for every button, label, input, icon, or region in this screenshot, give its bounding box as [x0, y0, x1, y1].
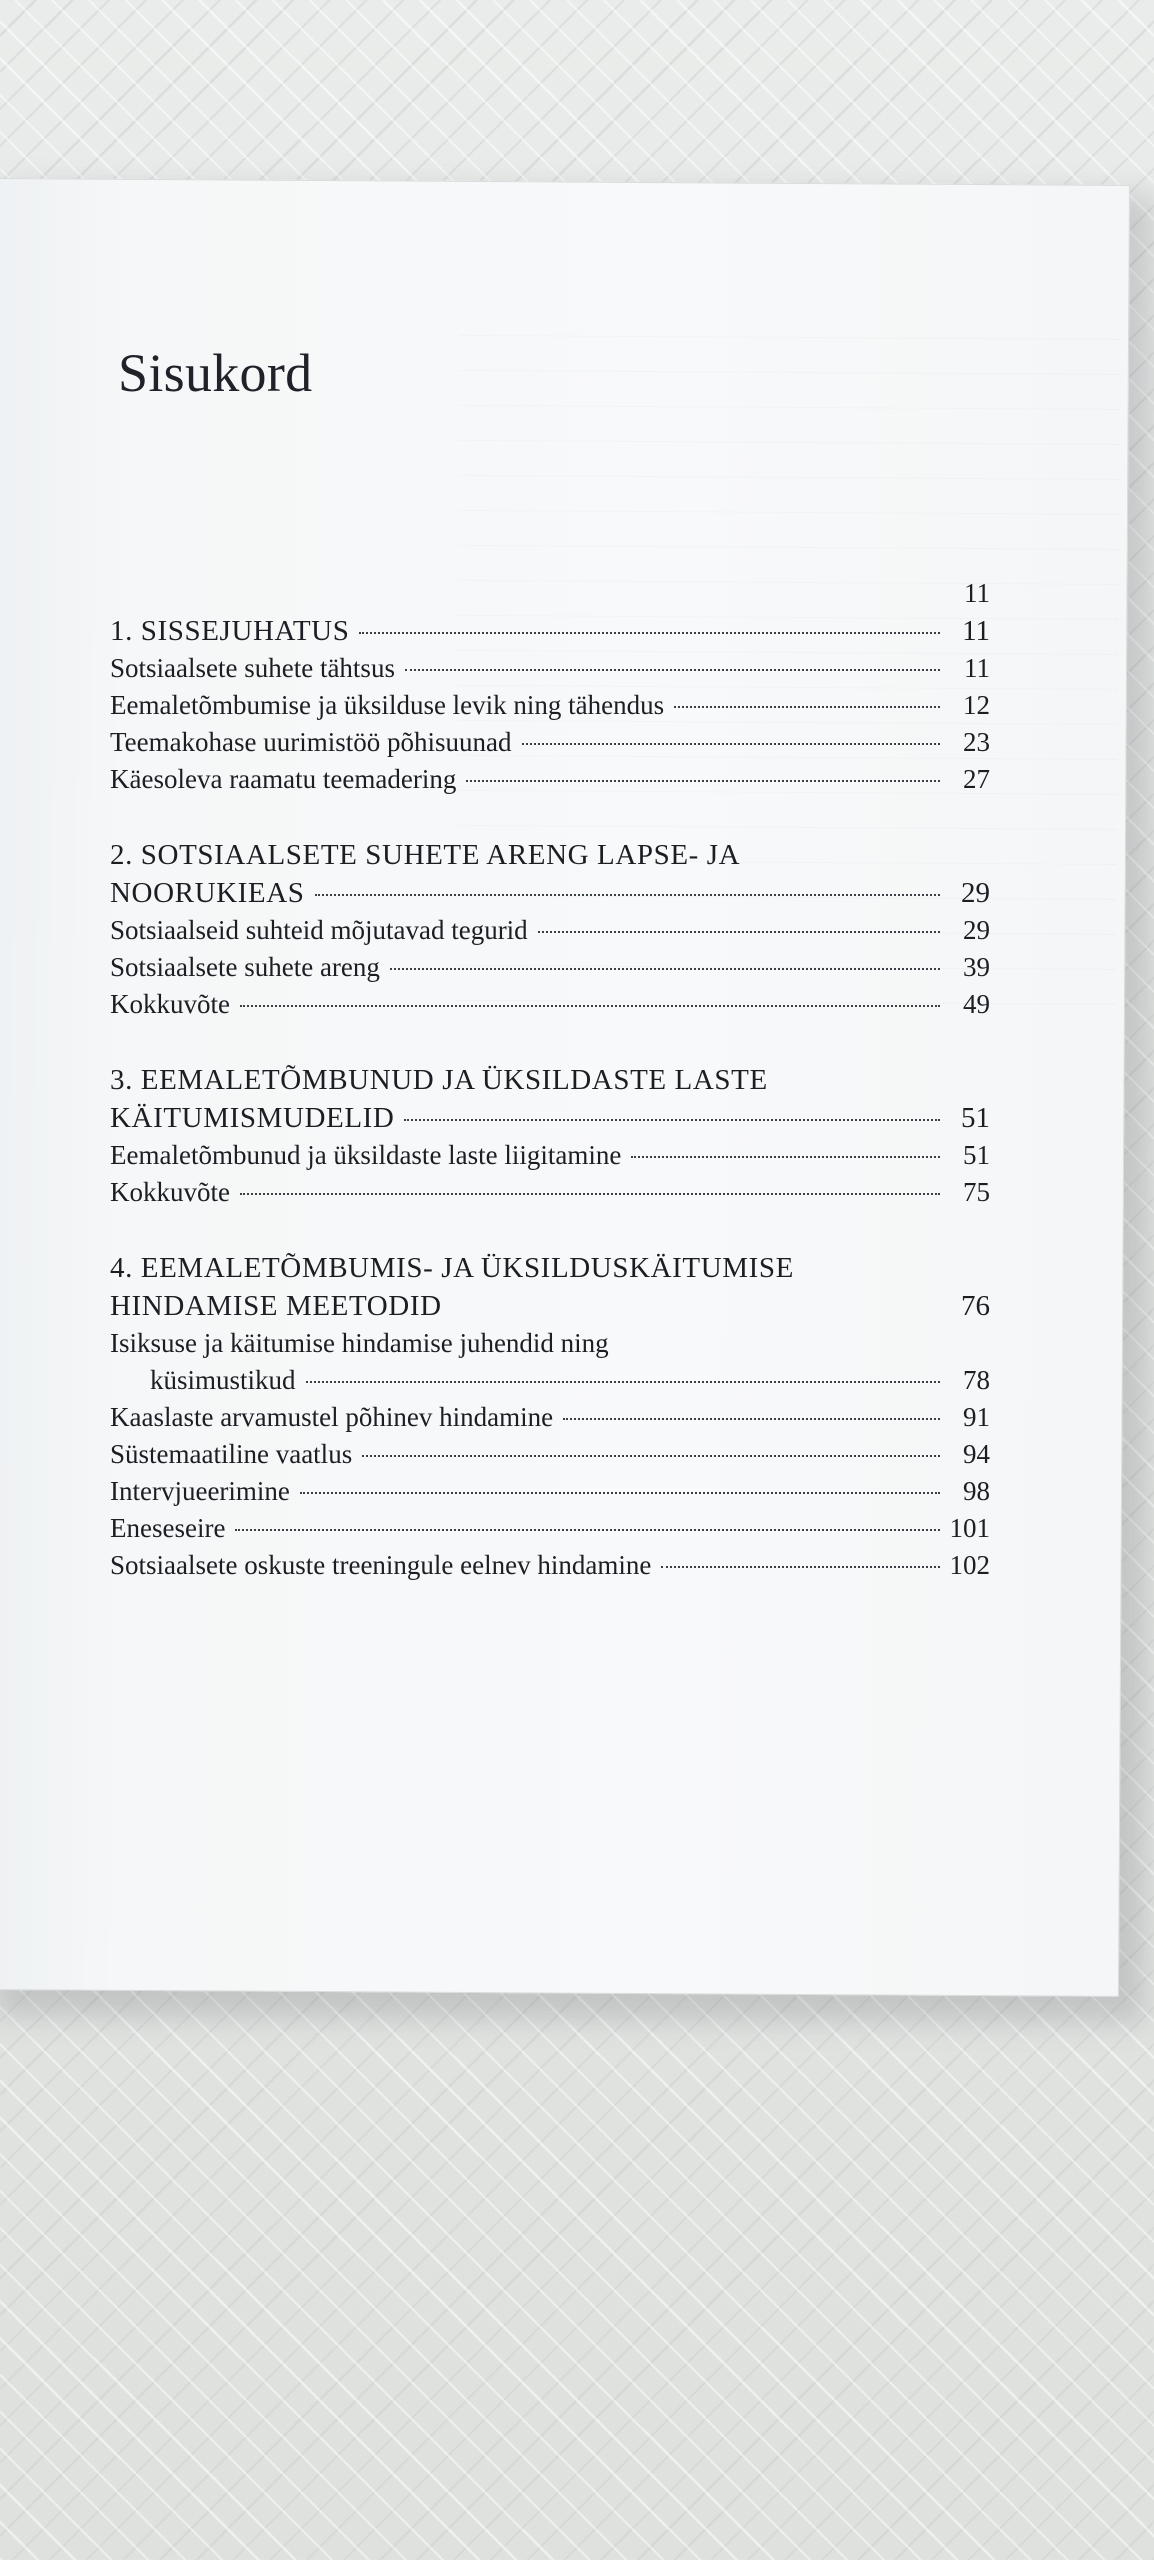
toc-entry-label: Süstemaatiline vaatlus [110, 1439, 353, 1469]
toc-entry [110, 1362, 990, 1399]
toc-heading-row [110, 1099, 990, 1137]
toc-page-number: 11 [964, 578, 990, 608]
toc-page-number: 78 [963, 1365, 990, 1395]
toc-entry-label: Eemaletõmbumise ja üksilduse levik ning tähendus [110, 690, 665, 720]
toc-page-number: 91 [963, 1402, 990, 1432]
toc-entry [110, 1473, 990, 1510]
dot-leader [390, 968, 940, 970]
dot-leader [300, 1492, 940, 1494]
toc-heading: HINDAMISE MEETODID [110, 1290, 442, 1322]
toc-entry-label: Sotsiaalseid suhteid mõjutavad tegurid [110, 915, 528, 945]
toc-section-2 [110, 836, 990, 1023]
toc-section-3 [110, 1061, 990, 1211]
toc-heading: NOORUKIEAS [110, 877, 305, 909]
dot-leader [405, 669, 940, 671]
dot-leader [240, 1193, 940, 1195]
toc-entry-label: Intervjueerimine [110, 1476, 290, 1506]
toc-page-number: 102 [949, 1550, 990, 1580]
toc-entry-label: Eneseseire [110, 1513, 226, 1543]
dot-leader [661, 1566, 939, 1568]
toc-page-number: 23 [963, 727, 990, 757]
toc-page-number: 11 [962, 615, 990, 647]
dot-leader [631, 1156, 940, 1158]
toc-entry-label: Kokkuvõte [110, 1177, 230, 1207]
toc-page-number: 27 [963, 764, 990, 794]
toc-page-number: 11 [964, 653, 990, 683]
toc-page-number: 29 [963, 915, 990, 945]
toc-page-number: 51 [963, 1140, 990, 1170]
toc-entry [110, 1399, 990, 1436]
toc-heading: 2. SOTSIAALSETE SUHETE ARENG LAPSE- JA [110, 839, 741, 871]
dot-leader [538, 931, 940, 933]
toc-page-number: 98 [963, 1476, 990, 1506]
toc-page-number: 51 [961, 1102, 990, 1134]
toc-entry-label: küsimustikud [150, 1365, 296, 1395]
toc-page-number: 39 [963, 952, 990, 982]
toc-entry [110, 761, 990, 798]
toc-page-number: 76 [961, 1290, 990, 1322]
toc-entry [110, 986, 990, 1023]
dot-leader [466, 780, 940, 782]
toc-top-number-row [110, 575, 990, 612]
toc-entry [110, 1510, 990, 1547]
toc-entry [110, 1137, 990, 1174]
toc-entry-label: Sotsiaalsete oskuste treeningule eelnev hindamine [110, 1550, 652, 1580]
toc-entry [110, 650, 990, 687]
toc-entry [110, 1547, 990, 1584]
toc-entry-label: Kaaslaste arvamustel põhinev hindamine [110, 1402, 554, 1432]
toc-entry-label: Teemakohase uurimistöö põhisuunad [110, 727, 512, 757]
toc-entry-label: Eemaletõmbunud ja üksildaste laste liigitamine [110, 1140, 622, 1170]
toc-entry [110, 724, 990, 761]
dot-leader [674, 706, 940, 708]
toc-entry [110, 1436, 990, 1473]
toc-page-number: 101 [949, 1513, 990, 1543]
toc-page-number: 12 [963, 690, 990, 720]
toc-entry [110, 912, 990, 949]
dot-leader [522, 743, 940, 745]
toc-heading-row [110, 1287, 990, 1325]
dot-leader [235, 1529, 939, 1531]
toc-page-number: 29 [961, 877, 990, 909]
toc-entry [110, 1174, 990, 1211]
dot-leader [404, 1119, 940, 1121]
toc-section-1 [110, 612, 990, 798]
toc-heading: 3. EEMALETÕMBUNUD JA ÜKSILDASTE LASTE [110, 1064, 768, 1096]
dot-leader [240, 1005, 940, 1007]
toc-page-number: 49 [963, 989, 990, 1019]
dot-leader [452, 1307, 940, 1309]
dot-leader [563, 1418, 940, 1420]
toc-entry-label: Sotsiaalsete suhete tähtsus [110, 653, 395, 683]
toc-entry-label: Sotsiaalsete suhete areng [110, 952, 380, 982]
toc-heading-row [110, 612, 990, 650]
toc-page-number: 94 [963, 1439, 990, 1469]
toc-heading: 1. SISSEJUHATUS [110, 615, 350, 647]
toc-section-4 [110, 1249, 990, 1584]
toc-page-number: 75 [963, 1177, 990, 1207]
toc-heading-row [110, 874, 990, 912]
toc-heading: 4. EEMALETÕMBUMIS- JA ÜKSILDUSKÄITUMISE [110, 1252, 794, 1284]
toc-entry-label: Isiksuse ja käitumise hindamise juhendid ning [110, 1328, 609, 1358]
toc-entry-label: Käesoleva raamatu teemadering [110, 764, 457, 794]
dot-leader [315, 894, 941, 896]
dot-leader [359, 632, 940, 634]
dot-leader [362, 1455, 940, 1457]
toc-entry [110, 687, 990, 724]
toc-entry [110, 949, 990, 986]
toc-entry [110, 1325, 990, 1362]
table-of-contents [110, 575, 990, 1622]
dot-leader [306, 1381, 940, 1383]
toc-entry-label: Kokkuvõte [110, 989, 230, 1019]
toc-heading: KÄITUMISMUDELID [110, 1102, 395, 1134]
page-title: Sisukord [118, 343, 313, 403]
